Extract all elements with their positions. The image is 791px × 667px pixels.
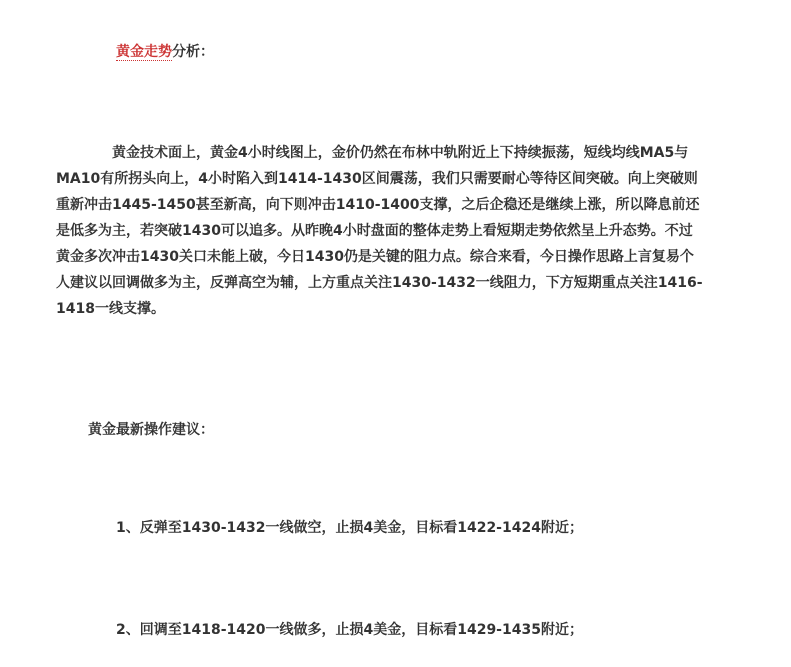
analysis-line: 重新冲击1445-1450甚至新高，向下则冲击1410-1400支撑，之后企稳还是继续上涨，所以降息前还 [56,197,700,213]
analysis-line: 是低多为主，若突破1430可以追多。从昨晚4小时盘面的整体走势上看短期走势依然呈上升态势。不过 [56,223,693,239]
title-suffix: 分析： [172,44,214,60]
advice-item-long: 2、回调至1418-1420一线做多，止损4美金，目标看1429-1435附近； [116,622,583,638]
analysis-line: 1418一线支撑。 [56,301,165,317]
advice-heading: 黄金最新操作建议： [88,422,214,438]
gold-trend-link[interactable]: 黄金走势 [116,44,172,60]
analysis-line: 黄金多次冲击1430关口未能上破，今日1430仍是关键的阻力点。综合来看，今日操作思路上言复易个 [56,249,694,265]
analysis-paragraph [56,140,736,322]
analysis-line: 人建议以回调做多为主，反弹高空为辅，上方重点关注1430-1432一线阻力，下方短期重点关注1416- [56,275,703,291]
advice-item-short: 1、反弹至1430-1432一线做空，止损4美金，目标看1422-1424附近； [116,520,583,536]
article-title [116,42,214,62]
analysis-line: 黄金技术面上，黄金4小时线图上，金价仍然在布林中轨附近上下持续振荡，短线均线MA5与 [56,145,689,161]
analysis-line: MA10有所拐头向上，4小时陷入到1414-1430区间震荡，我们只需要耐心等待区间突破。向上突破则 [56,171,698,187]
